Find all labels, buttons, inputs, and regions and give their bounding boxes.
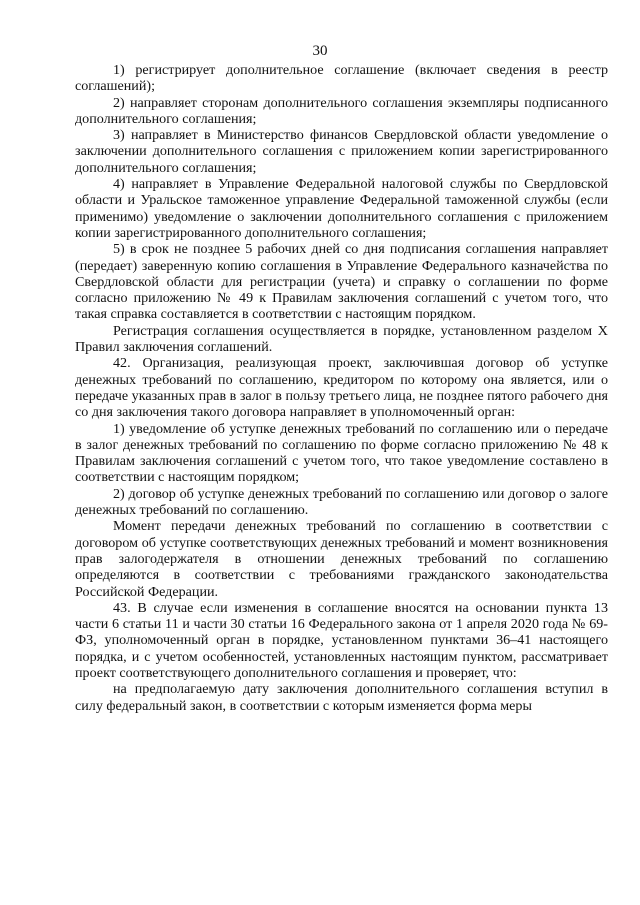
paragraph-notifies-ministry-of-finance: 3) направляет в Министерство финансов Свердловской области уведомление о заключении дополнительного соглашения с приложением копии зарегистрированного дополнительного соглашения; [75, 127, 608, 176]
paragraph-registers-agreement: 1) регистрирует дополнительное соглашение (включает сведения в реестр соглашений); [75, 62, 608, 95]
paragraph-42-item-2-contract: 2) договор об уступке денежных требований по соглашению или договор о залоге денежных требований по соглашению. [75, 485, 608, 519]
paragraph-42-item-1-notice: 1) уведомление об уступке денежных требований по соглашению или о передаче в залог денежных требований по соглашению по форме согласно приложению № 48 к Правилам заключения соглашений с учетом того, что такое уведомление составлено в соответствии с настоящим порядком; [75, 420, 608, 486]
paragraph-42-assignment-of-claims: 42. Организация, реализующая проект, заключившая договор об уступке денежных требований по соглашению, кредитором по которому она является, или о передаче указанных прав в залог в пользу третьего лица, не позднее пятого рабочего дня со дня заключения такого договора направляет в уполномоченный орган: [75, 355, 608, 421]
paragraph-moment-of-transfer: Момент передачи денежных требований по соглашению в соответствии с договором об уступке соответствующих денежных требований и момент возникновения прав залогодержателя в отношении денежных требований по соглашению определяются в соответствии с требованиями гражданского законодательства Российской Федерации. [75, 518, 608, 600]
document-body [75, 62, 608, 714]
paragraph-registration-procedure: Регистрация соглашения осуществляется в порядке, установленном разделом X Правил заключения соглашений. [75, 322, 608, 356]
paragraph-sends-copy-to-treasury: 5) в срок не позднее 5 рабочих дней со дня подписания соглашения направляет (передает) заверенную копию соглашения в Управление Федерального казначейства по Свердловской области для регистрации (учета) и справку о соглашении по форме согласно приложению № 49 к Правилам заключения соглашений с учетом того, что такая справка составляется в соответствии с настоящим порядком. [75, 241, 608, 323]
paragraph-43-check-federal-law: на предполагаемую дату заключения дополнительного соглашения вступил в силу федеральный закон, в соответствии с которым изменяется форма меры [75, 681, 608, 714]
paragraph-sends-copies-to-parties: 2) направляет сторонам дополнительного соглашения экземпляры подписанного дополнительного соглашения; [75, 94, 608, 127]
paragraph-43-amendments: 43. В случае если изменения в соглашение вносятся на основании пункта 13 части 6 статьи 11 и части 30 статьи 16 Федерального закона от 1 апреля 2020 года № 69-ФЗ, уполномоченный орган в порядке, установленном пунктами 36–41 настоящего порядка, и с учетом особенностей, установленных настоящим пунктом, рассматривает проект соответствующего дополнительного соглашения и проверяет, что: [75, 599, 608, 681]
page-number: 30 [312, 43, 328, 59]
paragraph-notifies-tax-and-customs: 4) направляет в Управление Федеральной налоговой службы по Свердловской области и Уральское таможенное управление Федеральной таможенной службы (если применимо) уведомление о заключении дополнительного соглашения с приложением копии зарегистрированного дополнительного соглашения; [75, 176, 608, 241]
